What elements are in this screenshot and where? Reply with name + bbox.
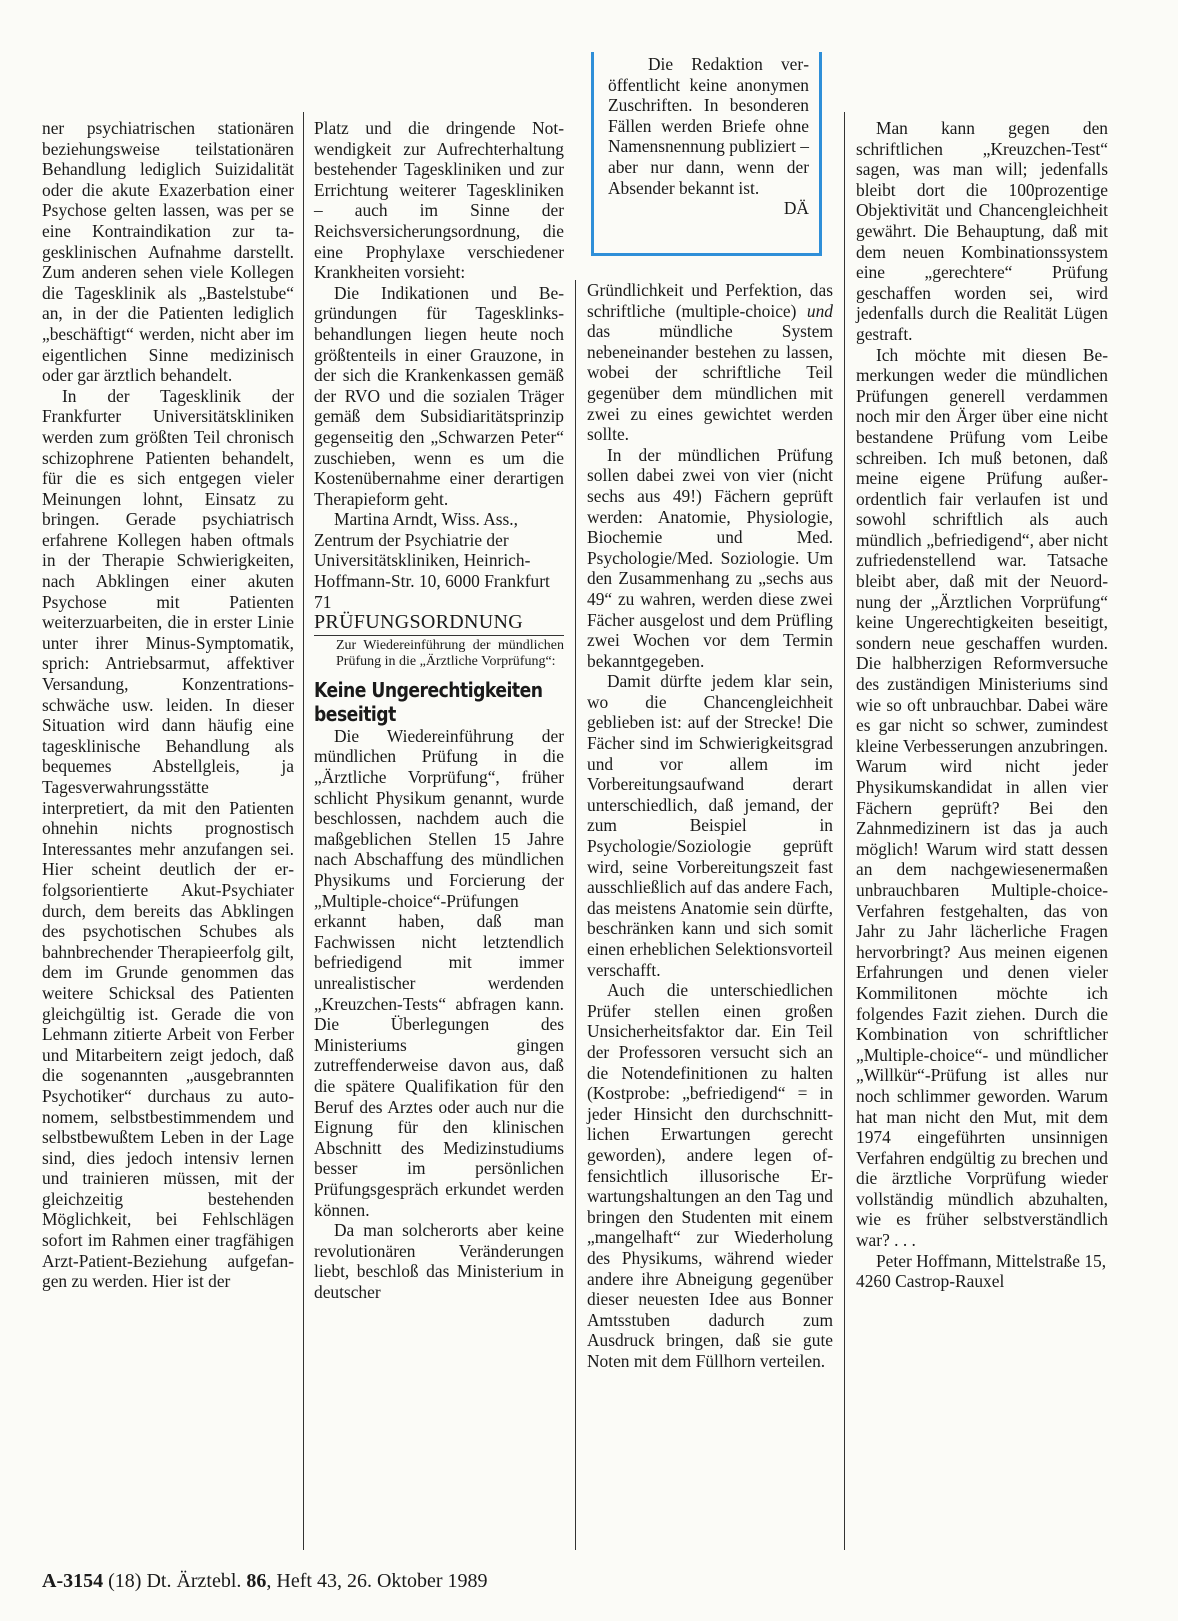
column-2 [314, 118, 564, 1302]
column-3 [587, 280, 833, 1371]
column-rule [575, 280, 576, 1550]
paragraph: Damit dürfte jedem klar sein, wo die Chancengleichheit geblieben ist: auf der Strecke! Die Fächer sind im Schwierigkeitsgrad und vor allem im Vorbereitungsaufwand derart unterschiedlich, daß jemand, der zum Beispiel in Psychologie/Soziologie geprüft wird, seine Vorbereitungszeit fast ausschließlich auf das andere Fach, das meistens Anatomie sein dürfte, beschränken kann und sich somit einen erheblichen Selektionsvorteil verschafft. [587, 671, 833, 980]
column-rule [844, 112, 845, 1550]
paragraph: In der Tagesklinik der Frankfurter Universitätskliniken werden zum größten Teil chronisch schizophrene Patienten behandelt, für die es sich entgegen vieler Meinungen lohnt, Einsatz zu bringen. Gerade psychiatrisch erfahrene Kollegen haben oftmals in der Therapie Schwierigkeiten, nach Abklingen einer akuten Psychose mit Patienten weiterzuarbeiten, die in erster Linie unter ihrer Minus-Symptomatik, sprich: Antriebsarmut, affektiver Versandung, Konzentrationsschwäche usw. leiden. In dieser Situation wird dann häufig eine tagesklinische Behandlung als bequemes Abstellgleis, ja Tagesverwahrungsstätte interpretiert, da mit den Patienten ohnehin nichts prognostisch Interessantes mehr anzufangen sei. Hier scheint deutlich der erfolgsorientierte Akut-Psychiater durch, dem bereits das Abklingen des psychotischen Schubes als bahnbrechender Therapieerfolg gilt, dem im Grunde genommen das weitere Schicksal des Patienten gleichgültig ist. Gerade die von Lehmann zitierte Arbeit von Ferber und Mitarbeitern zeigt jedoch, daß die sogenannten „ausgebrannten Psychotiker“ durchaus zu autonomem, selbstbestimmendem und selbstbewußtem Leben in der Lage sind, dies jedoch intensiv lernen und trainieren müssen, mit der gleichzeitig bestehenden Möglichkeit, bei Fehlschlägen sofort im Rahmen einer tragfähigen Arzt-Patient-Beziehung aufgefangen zu werden. Hier ist der [42, 385, 294, 1292]
column-rule [303, 112, 304, 1550]
letter-signature: Peter Hoffmann, Mittelstraße 15, 4260 Castrop-Rauxel [856, 1250, 1107, 1292]
paragraph: Auch die unterschiedlichen Prüfer stellen einen großen Unsicherheitsfaktor dar. Ein Teil der Professoren versucht sich an die Notendefinitionen zu halten (Kostprobe: „befriedigend“ = in jeder Hinsicht den durchschnittlichen Erwartungen gerecht geworden), andere legen offensichtlich illusorische Erwartungshaltungen an den Tag und bringen den Studenten mit einem „mangelhaft“ zur Wiederholung des Physikums, während wieder andere ihre Abneigung gegenüber dieser neuesten Idee aus Bonner Amtsstuben dadurch zum Ausdruck bringen, daß sie gute Noten mit dem Füllhorn verteilen. [587, 980, 833, 1371]
page-footer [42, 1570, 488, 1593]
column-1 [42, 118, 294, 1292]
notice-text: Die Redaktion veröffentlicht keine anonymen Zuschriften. In besonderen Fällen werden Briefe ohne Namensnennung publiziert – aber nur dann, wenn der Absender bekannt ist. DÄ [608, 54, 809, 219]
article-title: Keine Ungerechtigkeiten beseitigt [314, 677, 543, 726]
paragraph: Die Indikationen und Begründungen für Tagesklinksbehandlungen liegen heute noch größtenteils in einer Grauzone, in der sich die Krankenkassen gemäß der RVO und die sozialen Träger gemäß dem Subsidiaritätsprinzip gegenseitig den „Schwarzen Peter“ zuschieben, wenn es um die Kostenübernahme einer derartigen Therapieform geht. [314, 282, 564, 509]
article-intro: Zur Wiedereinführung der mündlichen Prüfung in die „Ärztliche Vorprüfung“: [336, 637, 564, 669]
issue-date: , Heft 43, 26. Oktober 1989 [266, 1570, 488, 1592]
journal-volume: 86 [246, 1570, 267, 1592]
footer-number: (18) [108, 1570, 142, 1592]
section-heading: PRÜFUNGSORDNUNG [314, 612, 564, 636]
page-number: A-3154 [42, 1570, 104, 1592]
paragraph: Ich möchte mit diesen Bemerkungen weder die mündlichen Prüfungen generell verdammen noch mir den Ärger über eine nicht bestandene Prüfung vom Leibe schreiben. Ich muß betonen, daß meine eigene Prüfung außerordentlich fair verlaufen ist und sowohl schriftlich als auch mündlich „befriedigend“, aber nicht zufriedenstellend war. Tatsache bleibt aber, daß mit der Neuordnung der „Ärztlichen Vorprüfung“ keine Ungerechtigkeiten beseitigt, sondern neue geschaffen wurden. Die halbherzigen Reformversuche des zuständigen Ministeriums sind wie so oft unbrauchbar. Dabei wäre es gar nicht so schwer, zumindest kleine Verbesserungen anzubringen. Warum wird nicht jeder Physikumskandidat in allen vier Fächern geprüft? Bei den Zahnmedizinern ist das ja auch möglich! Warum wird statt dessen an dem nachgewiesenermaßen unbrauchbaren Multiple-choice-Verfahren festgehalten, das von Jahr zu Jahr lächerliche Fragen hervorbringt? Aus meinen eigenen Erfahrungen und denen vieler Kommilitonen möchte ich folgendes Fazit ziehen. Durch die Kombination von schriftlicher „Multiple-choice“- und mündlicher „Willkür“-Prüfung ist alles nur noch schlimmer geworden. Warum hat man nicht den Mut, mit dem 1974 eingeführten unsinnigen Verfahren endgültig zu brechen und die ärztliche Vorprüfung wieder vollständig mündlich abzuhalten, wie es früher selbstverständlich war? . . . [856, 344, 1108, 1251]
paragraph: Da man solcherorts aber keine revolutionären Veränderungen liebt, beschloß das Ministerium in deutscher [314, 1220, 564, 1302]
paragraph: Die Wiedereinführung der mündlichen Prüfung in die „Ärztliche Vorprüfung“, früher schlicht Physikum genannt, wurde beschlossen, nachdem auch die maßgeblichen Stellen 15 Jahre nach Abschaffung des mündlichen Physikums und Forcierung der „Multiple-choice“-Prüfungen erkannt haben, daß man Fachwissen nicht letztendlich befriedigend mit immer unrealistischer werdenden „Kreuzchen-Tests“ abfragen kann. Die Überlegungen des Ministeriums gingen zutreffenderweise davon aus, daß die spätere Qualifikation für den Beruf des Arztes oder auch nur die Eignung für den klinischen Abschnitt des Medizinstudiums besser im persönlichen Prüfungsgespräch erkundet werden können. [314, 725, 564, 1220]
paragraph: Platz und die dringende Notwendigkeit zur Aufrechterhaltung bestehender Tageskliniken und zur Errichtung weiterer Tageskliniken – auch im Sinne der Reichsversicherungsordnung, die eine Prophylaxe verschiedener Krankheiten vorsieht: [314, 118, 564, 283]
paragraph: ner psychiatrischen stationären beziehungsweise teilstationären Behandlung lediglich Suizidalität oder die akute Exazerbation einer Psychose gelten lassen, was per se eine Kontraindikation zur tagesklinischen Aufnahme darstellt. Zum anderen sehen viele Kollegen die Tagesklinik als „Bastelstube“ an, in der die Patienten lediglich „beschäftigt“ werden, nicht aber im eigentlichen Sinne medizinisch oder gar ärztlich behandelt. [42, 118, 294, 386]
paragraph: Gründlichkeit und Perfektion, das schriftliche (multiple-choice) und das mündliche System nebeneinander bestehen zu lassen, wobei der schriftliche Teil gegenüber dem mündlichen mit zwei zu eines gewichtet werden sollte. [587, 280, 833, 445]
paragraph: In der mündlichen Prüfung sollen dabei zwei von vier (nicht sechs aus 49!) Fächern geprüft werden: Anatomie, Physiologie, Biochemie und Med. Psychologie/Med. Soziologie. Um den Zusammenhang zu „sechs aus 49“ zu wahren, werden diese zwei Fächer ausgelost und dem Prüfling zwei Wochen vor dem Termin bekanntgegeben. [587, 444, 833, 671]
editorial-notice-box [591, 52, 822, 256]
paragraph: Man kann gegen den schriftlichen „Kreuzchen-Test“ sagen, was man will; jedenfalls bleibt dort die 100prozentige Objektivität und Chancengleichheit gewährt. Die Behauptung, daß mit dem neuen Kombinationssystem eine „gerechtere“ Prüfung geschaffen worden sei, wird jedenfalls durch die Realität Lügen gestraft. [856, 118, 1108, 344]
emphasis: und [806, 300, 833, 321]
notice-signature: DÄ [783, 198, 809, 219]
letter-signature: Martina Arndt, Wiss. Ass., Zentrum der Psychiatrie der Universitätskliniken, Heinrich-Hoffmann-Str. 10, 6000 Frankfurt 71 [314, 509, 550, 612]
column-4 [856, 118, 1108, 1292]
journal-name: Dt. Ärztebl. [146, 1570, 242, 1592]
